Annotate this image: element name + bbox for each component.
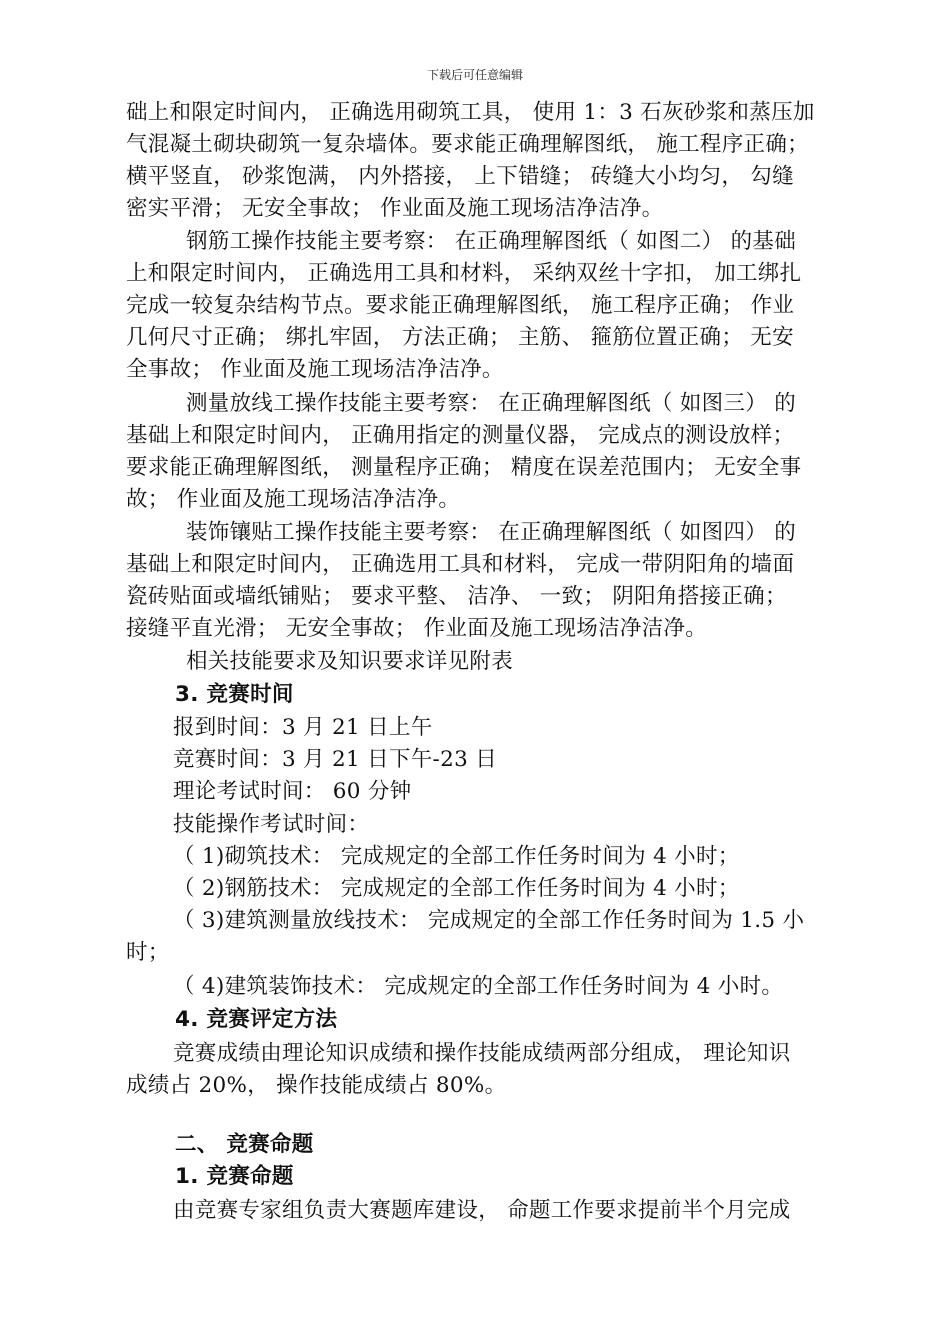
paragraph-line: 报到时间：3 月 21 日上午 <box>173 715 433 740</box>
paragraph-line: 由竞赛专家组负责大赛题库建设， 命题工作要求提前半个月完成 <box>173 1198 791 1223</box>
paragraph-line: 技能操作考试时间： <box>173 812 370 837</box>
paragraph-line: 装饰镶贴工操作技能主要考察： 在正确理解图纸（ 如图四） 的 <box>186 520 797 545</box>
paragraph-line: （ 3)建筑测量放线技术： 完成规定的全部工作任务时间为 1.5 小 <box>173 908 805 933</box>
paragraph-line: 气混凝土砌块砌筑一复杂墙体。要求能正确理解图纸， 施工程序正确； <box>126 132 809 157</box>
paragraph-line: 横平竖直， 砂浆饱满， 内外搭接， 上下错缝； 砖缝大小均匀， 勾缝 <box>126 164 794 189</box>
paragraph-line: 基础上和限定时间内， 正确选用工具和材料， 完成一带阴阳角的墙面 <box>126 552 795 577</box>
paragraph-line: 测量放线工操作技能主要考察： 在正确理解图纸（ 如图三） 的 <box>186 391 797 416</box>
paragraph-line: 竞赛成绩由理论知识成绩和操作技能成绩两部分组成， 理论知识 <box>173 1041 791 1066</box>
paragraph-line: 接缝平直光滑； 无安全事故； 作业面及施工现场洁净洁净。 <box>126 616 708 641</box>
paragraph-line: 钢筋工操作技能主要考察： 在正确理解图纸（ 如图二） 的基础 <box>186 229 797 254</box>
paragraph-line: 基础上和限定时间内， 正确用指定的测量仪器， 完成点的测设放样； <box>126 423 795 448</box>
paragraph-line: 成绩占 20%， 操作技能成绩占 80%。 <box>126 1073 507 1098</box>
chapter-heading: 二、 竞赛命题 <box>175 1132 314 1157</box>
paragraph-line: 密实平滑； 无安全事故； 作业面及施工现场洁净洁净。 <box>126 196 664 221</box>
paragraph-line: （ 1)砌筑技术： 完成规定的全部工作任务时间为 4 小时； <box>173 844 740 869</box>
paragraph-line: 瓷砖贴面或墙纸铺贴； 要求平整、 洁净、 一致； 阴阳角搭接正确； <box>126 584 787 609</box>
paragraph-line: （ 4)建筑装饰技术： 完成规定的全部工作任务时间为 4 小时。 <box>173 974 784 999</box>
section-heading: 3. 竞赛时间 <box>175 682 294 707</box>
paragraph-line: 全事故； 作业面及施工现场洁净洁净。 <box>126 357 504 382</box>
section-heading: 1. 竞赛命题 <box>175 1164 294 1189</box>
section-heading: 4. 竞赛评定方法 <box>175 1007 338 1032</box>
paragraph-line: 完成一较复杂结构节点。要求能正确理解图纸， 施工程序正确； 作业 <box>126 293 795 318</box>
paragraph-line: 理论考试时间： 60 分钟 <box>173 779 412 804</box>
paragraph-line: 相关技能要求及知识要求详见附表 <box>186 649 514 674</box>
paragraph-line: 故； 作业面及施工现场洁净洁净。 <box>126 487 461 512</box>
paragraph-line: 要求能正确理解图纸， 测量程序正确； 精度在误差范围内； 无安全事 <box>126 455 802 480</box>
paragraph-line: 础上和限定时间内， 正确选用砌筑工具， 使用 1：3 石灰砂浆和蒸压加 <box>126 100 815 125</box>
page-header: 下载后可任意编辑 <box>426 68 523 82</box>
paragraph-line: 时； <box>126 940 170 965</box>
paragraph-line: 几何尺寸正确； 绑扎牢固， 方法正确； 主筋、 箍筋位置正确； 无安 <box>126 325 794 350</box>
paragraph-line: （ 2)钢筋技术： 完成规定的全部工作任务时间为 4 小时； <box>173 876 740 901</box>
paragraph-line: 竞赛时间：3 月 21 日下午-23 日 <box>173 747 497 772</box>
paragraph-line: 上和限定时间内， 正确选用工具和材料， 采纳双丝十字扣， 加工绑扎 <box>126 261 802 286</box>
